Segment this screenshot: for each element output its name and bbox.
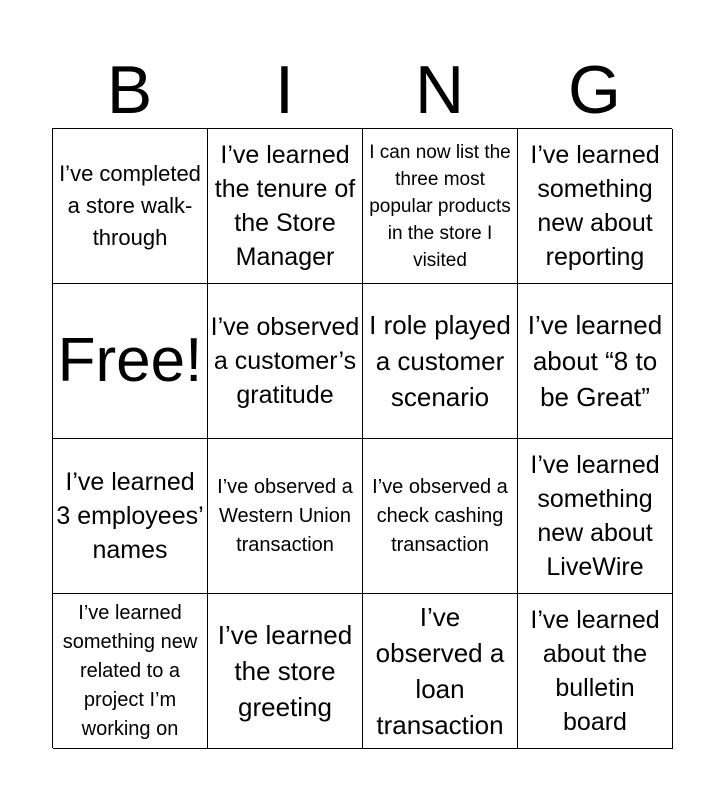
bingo-cell-r2-c3[interactable] (363, 284, 518, 439)
bingo-cell-r1-c3[interactable] (363, 129, 518, 284)
bingo-cell-r4-c2[interactable] (208, 594, 363, 749)
bingo-cell-text: I’ve observed a check cashing transaction (372, 475, 508, 556)
bingo-cell-r3-c1[interactable] (53, 439, 208, 594)
bingo-cell-r3-c4[interactable] (518, 439, 673, 594)
bingo-cell-text: I can now list the three most popular products in the store I visited (369, 141, 511, 271)
bingo-board (52, 128, 672, 748)
bingo-cell-r4-c3[interactable] (363, 594, 518, 749)
bingo-cell-text: I’ve learned 3 employees’ names (56, 468, 204, 564)
bingo-cell-text: I’ve observed a customer’s gratitude (210, 313, 360, 409)
bingo-cell-r2-c4[interactable] (518, 284, 673, 439)
bingo-cell-text: I’ve completed a store walk-through (59, 161, 201, 250)
bingo-cell-r1-c1[interactable] (53, 129, 208, 284)
bingo-cell-r4-c4[interactable] (518, 594, 673, 749)
bingo-cell-r3-c2[interactable] (208, 439, 363, 594)
bingo-cell-text: I’ve observed a Western Union transaction (217, 475, 353, 556)
bingo-header (52, 52, 672, 128)
bingo-cell-text: I’ve learned something new related to a project I’m working on (62, 601, 198, 740)
header-letter-n: N (414, 52, 465, 128)
bingo-cell-text: I’ve learned the store greeting (217, 620, 353, 722)
free-space-text: Free! (57, 326, 203, 395)
bingo-cell-text: I’ve learned about the bulletin board (530, 606, 660, 736)
bingo-cell-r1-c2[interactable] (208, 129, 363, 284)
bingo-cell-text: I’ve learned something new about LiveWire (530, 451, 660, 581)
bingo-cell-r4-c1[interactable] (53, 594, 208, 749)
bingo-cell-text: I’ve learned the tenure of the Store Manager (214, 141, 356, 271)
bingo-cell-text: I role played a customer scenario (369, 310, 511, 412)
bingo-cell-r1-c4[interactable] (518, 129, 673, 284)
bingo-cell-text: I’ve learned something new about reporting (530, 141, 660, 271)
bingo-cell-text: I’ve observed a loan transaction (375, 602, 505, 740)
bingo-cell-text: I’ve learned about “8 to be Great” (527, 310, 663, 412)
header-letter-b: B (106, 52, 153, 128)
bingo-cell-free-space[interactable] (53, 284, 208, 439)
header-letter-i: I (275, 52, 294, 128)
header-letter-g: G (568, 52, 621, 128)
bingo-cell-r2-c2[interactable] (208, 284, 363, 439)
bingo-cell-r3-c3[interactable] (363, 439, 518, 594)
